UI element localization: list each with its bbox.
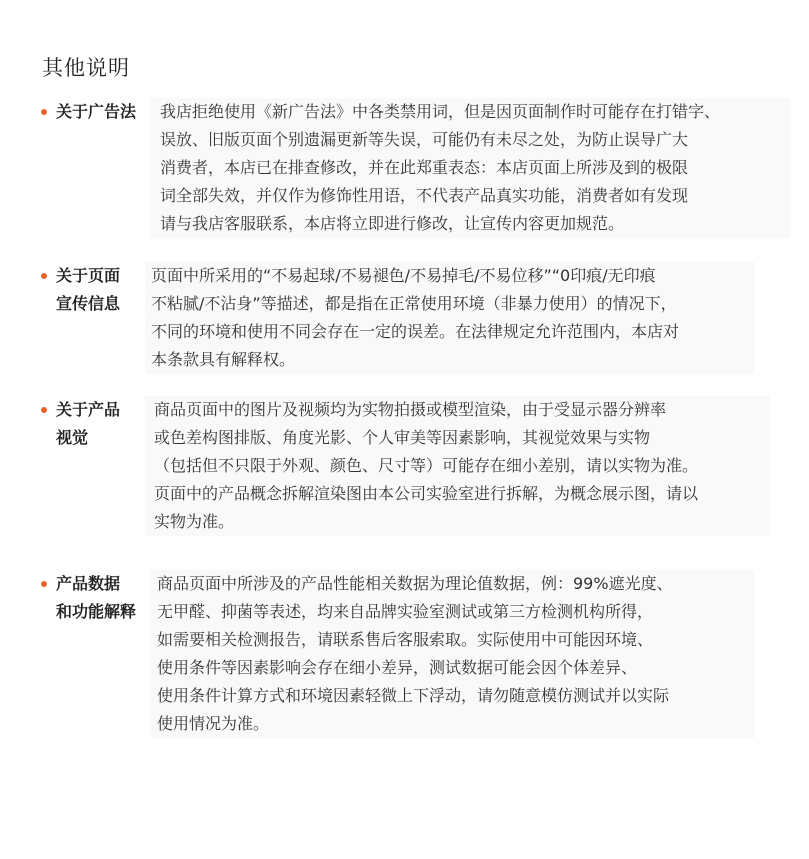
section-body-advertising-law <box>160 98 720 238</box>
text-line: 词全部失效，并仅作为修饰性用语，不代表产品真实功能，消费者如有发现 <box>160 186 689 205</box>
section-heading-product-data: 产品数据 和功能解释 <box>56 574 137 621</box>
text-line: 我店拒绝使用《新广告法》中各类禁用词，但是因页面制作时可能存在打错字、 <box>160 102 721 121</box>
text-line: 页面中所采用的“不易起球/不易褪色/不易掉毛/不易位移”“0印痕/无印痕 <box>151 266 656 285</box>
text-line: 如需要相关检测报告，请联系售后客服索取。实际使用中可能因环境、 <box>157 630 654 649</box>
text-line: 商品页面中的图片及视频均为实物拍摄或模型渲染，由于受显示器分辨率 <box>154 400 667 419</box>
section-body-page-promotion <box>151 262 679 374</box>
text-line: 页面中的产品概念拆解渲染图由本公司实验室进行拆解，为概念展示图，请以 <box>154 484 699 503</box>
bullet-dot-icon <box>41 407 47 413</box>
text-line: 请与我店客服联系，本店将立即进行修改，让宣传内容更加规范。 <box>160 214 625 233</box>
section-heading-page-promotion: 关于页面 宣传信息 <box>56 266 121 313</box>
text-line: 无甲醛、抑菌等表述，均来自品牌实验室测试或第三方检测机构所得， <box>157 602 654 621</box>
bullet-dot-icon <box>41 273 47 279</box>
text-line: 实物为准。 <box>154 512 235 531</box>
text-line: （包括但不只限于外观、颜色、尺寸等）可能存在细小差别，请以实物为准。 <box>154 456 699 475</box>
section-body-product-data <box>157 570 673 738</box>
text-line: 使用情况为准。 <box>157 714 270 733</box>
text-line: 本条款具有解释权。 <box>151 350 296 369</box>
text-line: 误放、旧版页面个别遗漏更新等失误，可能仍有未尽之处，为防止误导广大 <box>160 130 689 149</box>
text-line: 消费者，本店已在排查修改，并在此郑重表态：本店页面上所涉及到的极限 <box>160 158 689 177</box>
text-line: 使用条件等因素影响会存在细小差异，测试数据可能会因个体差异、 <box>157 658 638 677</box>
section-heading-product-visual: 关于产品 视觉 <box>56 400 121 447</box>
text-line: 不粘腻/不沾身”等描述，都是指在正常使用环境（非暴力使用）的情况下， <box>151 294 677 313</box>
text-line: 商品页面中所涉及的产品性能相关数据为理论值数据，例：99%遮光度、 <box>157 574 673 593</box>
text-line: 不同的环境和使用不同会存在一定的误差。在法律规定允许范围内，本店对 <box>151 322 680 341</box>
text-line: 使用条件计算方式和环境因素轻微上下浮动，请勿随意模仿测试并以实际 <box>157 686 670 705</box>
bullet-dot-icon <box>41 581 47 587</box>
section-heading-advertising-law: 关于广告法 <box>56 102 137 121</box>
section-body-product-visual <box>154 396 698 536</box>
text-line: 或色差构图排版、角度光影、个人审美等因素影响，其视觉效果与实物 <box>154 428 651 447</box>
bullet-dot-icon <box>41 109 47 115</box>
page-title: 其他说明 <box>42 56 130 80</box>
